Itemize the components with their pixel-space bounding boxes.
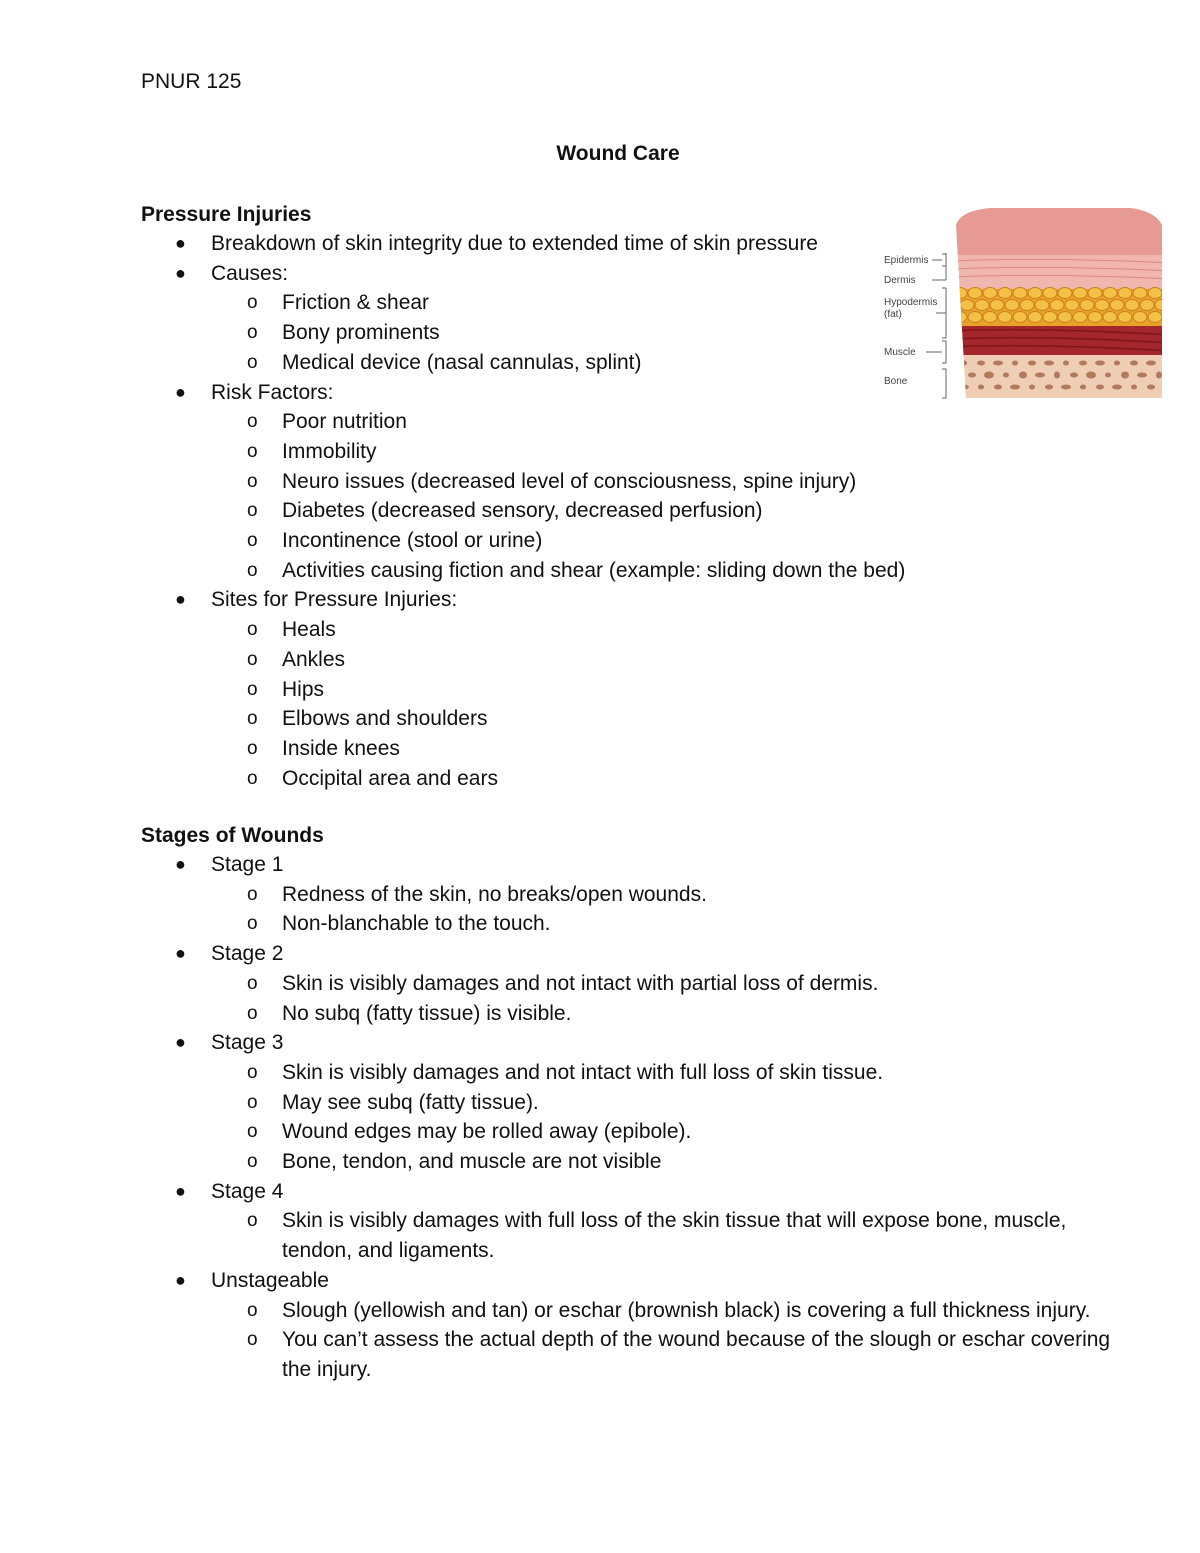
- circle-bullet-icon: o: [247, 883, 258, 905]
- circle-bullet-icon: o: [247, 411, 258, 433]
- sub-bullet-text: Occipital area and ears: [282, 766, 498, 790]
- wound-stages-heading: Stages of Wounds: [141, 824, 324, 847]
- sub-bullet-text: Elbows and shoulders: [282, 707, 488, 731]
- circle-bullet-icon: o: [247, 767, 258, 789]
- sub-bullet-text: Bone, tendon, and muscle are not visible: [282, 1150, 662, 1174]
- sub-bullet-item: [211, 1296, 1141, 1326]
- sub-bullet-text: Skin is visibly damages and not intact with full loss of skin tissue.: [282, 1060, 884, 1084]
- circle-bullet-icon: o: [247, 678, 258, 700]
- bullet-text: Sites for Pressure Injuries:: [211, 588, 458, 612]
- sub-bullet-item: [211, 318, 1141, 348]
- sub-bullet-text: Non-blanchable to the touch.: [282, 912, 551, 936]
- sub-bullet-text: Bony prominents: [282, 321, 440, 345]
- bullet-item: [141, 259, 1141, 378]
- sub-bullet-text: Hips: [282, 677, 325, 701]
- sub-bullet-item: [211, 1325, 1141, 1384]
- sub-bullet-item: [211, 1147, 1141, 1177]
- fat-cell: [1148, 312, 1162, 323]
- document-title: Wound Care: [556, 142, 680, 165]
- sub-bullet-item: [211, 496, 1141, 526]
- bullet-dot-icon: ●: [175, 1032, 186, 1053]
- bullet-dot-icon: ●: [175, 1180, 186, 1201]
- sub-list: [211, 969, 1141, 1028]
- circle-bullet-icon: o: [247, 530, 258, 552]
- sub-bullet-text: Redness of the skin, no breaks/open wounds.: [282, 882, 707, 906]
- sub-bullet-item: [211, 1206, 1141, 1265]
- sub-bullet-text: May see subq (fatty tissue).: [282, 1090, 539, 1114]
- course-code: PNUR 125: [141, 70, 242, 93]
- circle-bullet-icon: o: [247, 1151, 258, 1173]
- sub-bullet-text: Poor nutrition: [282, 410, 407, 434]
- sub-bullet-text: You can’t assess the actual depth of the wound because of the slough or eschar covering the injury.: [282, 1328, 1111, 1381]
- sub-bullet-text: Wound edges may be rolled away (epibole).: [282, 1120, 692, 1144]
- circle-bullet-icon: o: [247, 619, 258, 641]
- bone-pore: [1146, 361, 1156, 366]
- circle-bullet-icon: o: [247, 292, 258, 314]
- label-dermis: Dermis: [884, 275, 916, 286]
- circle-bullet-icon: o: [247, 1091, 258, 1113]
- wound-stages-section: [141, 821, 1141, 1385]
- sub-bullet-item: [211, 764, 1141, 794]
- bullet-item: [141, 585, 1141, 793]
- sub-bullet-item: [211, 909, 1141, 939]
- bullet-dot-icon: ●: [175, 381, 186, 402]
- sub-bullet-item: [211, 1058, 1141, 1088]
- bullet-dot-icon: ●: [175, 1269, 186, 1290]
- sub-bullet-item: [211, 645, 1141, 675]
- sub-bullet-item: [211, 615, 1141, 645]
- circle-bullet-icon: o: [247, 322, 258, 344]
- bullet-item: [141, 1177, 1141, 1266]
- sub-bullet-text: No subq (fatty tissue) is visible.: [282, 1001, 572, 1025]
- bullet-dot-icon: ●: [175, 854, 186, 874]
- circle-bullet-icon: o: [247, 351, 258, 373]
- sub-bullet-item: [211, 999, 1141, 1029]
- label-epidermis: Epidermis: [884, 255, 929, 266]
- bullet-text: Stage 3: [211, 1031, 284, 1055]
- sub-list: [211, 1058, 1141, 1177]
- pressure-injuries-list: [141, 229, 1141, 793]
- circle-bullet-icon: o: [247, 708, 258, 730]
- sub-bullet-item: [211, 526, 1141, 556]
- bullet-dot-icon: ●: [175, 589, 186, 610]
- sub-bullet-item: [211, 675, 1141, 705]
- label-hypodermis: Hypodermis: [884, 297, 938, 308]
- sub-bullet-item: [211, 437, 1141, 467]
- sub-bullet-item: [211, 407, 1141, 437]
- fat-cell: [1140, 300, 1154, 311]
- sub-list: [211, 1296, 1141, 1385]
- bullet-text: Risk Factors:: [211, 380, 334, 404]
- sub-bullet-item: [211, 1117, 1141, 1147]
- bullet-dot-icon: ●: [175, 233, 186, 253]
- sub-bullet-text: Inside knees: [282, 736, 400, 760]
- pressure-injuries-section: [141, 200, 1141, 793]
- circle-bullet-icon: o: [247, 1002, 258, 1024]
- sub-bullet-text: Skin is visibly damages and not intact with partial loss of dermis.: [282, 971, 879, 995]
- circle-bullet-icon: o: [247, 559, 258, 581]
- sub-bullet-item: [211, 969, 1141, 999]
- sub-bullet-text: Incontinence (stool or urine): [282, 529, 543, 553]
- circle-bullet-icon: o: [247, 1061, 258, 1083]
- sub-bullet-text: Ankles: [282, 647, 346, 671]
- sub-bullet-text: Activities causing fiction and shear (example: sliding down the bed): [282, 558, 906, 582]
- bullet-text: Causes:: [211, 261, 289, 285]
- sub-bullet-text: Heals: [282, 618, 336, 642]
- sub-bullet-text: Medical device (nasal cannulas, splint): [282, 350, 642, 374]
- fat-cell: [1148, 288, 1162, 299]
- bullet-text: Stage 1: [211, 853, 284, 876]
- bullet-text: Stage 2: [211, 942, 284, 966]
- circle-bullet-icon: o: [247, 737, 258, 759]
- bullet-item: [141, 939, 1141, 1028]
- bullet-item: [141, 1028, 1141, 1177]
- sub-bullet-item: [211, 734, 1141, 764]
- sub-list: [211, 615, 1141, 793]
- label-bone: Bone: [884, 376, 908, 387]
- sub-list: [211, 880, 1141, 939]
- bullet-item: [141, 1266, 1141, 1385]
- sub-bullet-text: Immobility: [282, 439, 377, 463]
- circle-bullet-icon: o: [247, 648, 258, 670]
- sub-list: [211, 407, 1141, 585]
- sub-bullet-item: [211, 288, 1141, 318]
- sub-bullet-text: Neuro issues (decreased level of consciousness, spine injury): [282, 469, 857, 493]
- label-muscle: Muscle: [884, 347, 916, 358]
- bone-pore: [1156, 372, 1162, 379]
- bone-pore: [1147, 385, 1155, 390]
- bullet-text: Stage 4: [211, 1179, 284, 1203]
- bullet-item: [141, 229, 1141, 259]
- circle-bullet-icon: o: [247, 470, 258, 492]
- sub-bullet-text: Friction & shear: [282, 291, 430, 315]
- label-fat: (fat): [884, 309, 902, 320]
- wound-stages-list: [141, 850, 1141, 1385]
- circle-bullet-icon: o: [247, 1210, 258, 1232]
- bullet-dot-icon: ●: [175, 943, 186, 964]
- circle-bullet-icon: o: [247, 1329, 258, 1351]
- bullet-dot-icon: ●: [175, 262, 186, 283]
- bullet-text: Unstageable: [211, 1268, 329, 1292]
- pressure-injuries-heading: Pressure Injuries: [141, 203, 312, 226]
- sub-bullet-item: [211, 880, 1141, 910]
- circle-bullet-icon: o: [247, 1121, 258, 1143]
- sub-bullet-text: Skin is visibly damages with full loss of the skin tissue that will expose bone, muscle, tendon, and ligaments.: [282, 1209, 1067, 1263]
- circle-bullet-icon: o: [247, 1299, 258, 1321]
- sub-list: [211, 288, 1141, 377]
- sub-bullet-item: [211, 556, 1141, 586]
- sub-bullet-text: Slough (yellowish and tan) or eschar (brownish black) is covering a full thickness injury.: [282, 1298, 1091, 1322]
- sub-bullet-text: Diabetes (decreased sensory, decreased perfusion): [282, 499, 763, 523]
- sub-list: [211, 1206, 1141, 1265]
- bullet-item: [141, 850, 1141, 939]
- sub-bullet-item: [211, 704, 1141, 734]
- sub-bullet-item: [211, 467, 1141, 497]
- circle-bullet-icon: o: [247, 440, 258, 462]
- sub-bullet-item: [211, 1088, 1141, 1118]
- circle-bullet-icon: o: [247, 972, 258, 994]
- bullet-item: [141, 378, 1141, 586]
- circle-bullet-icon: o: [247, 500, 258, 522]
- circle-bullet-icon: o: [247, 913, 258, 935]
- bullet-text: Breakdown of skin integrity due to extended time of skin pressure: [211, 232, 818, 255]
- sub-bullet-item: [211, 348, 1141, 378]
- fat-cell: [1155, 300, 1169, 311]
